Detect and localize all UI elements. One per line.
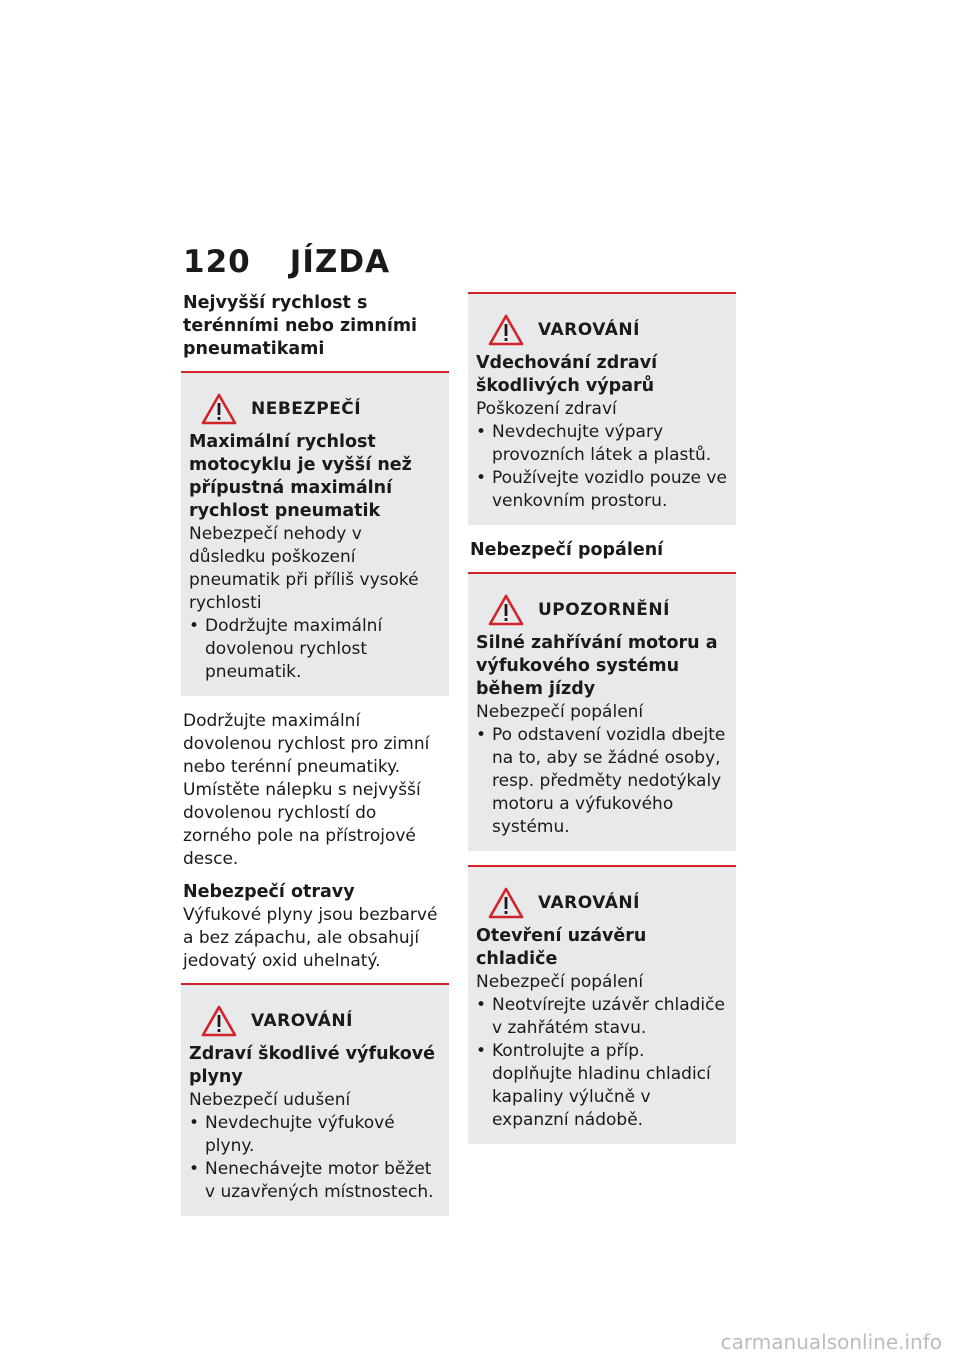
warning-triangle-icon xyxy=(488,314,524,346)
box-head xyxy=(476,594,728,626)
left-column xyxy=(181,292,449,1230)
list-item: • Používejte vozidlo pouze ve venkovním prostoru. xyxy=(476,467,728,513)
box-head xyxy=(189,393,441,425)
warning-triangle-icon xyxy=(488,887,524,919)
box-title: Silné zahřívání motoru a výfukového systému během jízdy xyxy=(476,633,718,699)
list-item: • Neotvírejte uzávěr chladiče v zahřátém stavu. xyxy=(476,994,728,1040)
list-item: • Po odstavení vozidla dbejte na to, aby se žádné osoby, resp. předměty nedotýkaly motoru a výfukového systému. xyxy=(476,724,728,839)
hazard-box-warning xyxy=(468,865,736,1144)
box-title: Maximální rychlost motocyklu je vyšší než přípustná maximální rychlost pneumatik xyxy=(189,432,412,521)
box-text: Poškození zdraví xyxy=(476,399,617,419)
right-column xyxy=(468,292,736,1158)
box-title: Otevření uzávěru chladiče xyxy=(476,926,647,969)
list-item: • Nevdechujte výpary provozních látek a plastů. xyxy=(476,421,728,467)
box-head xyxy=(476,314,728,346)
chapter-title: JÍZDA xyxy=(289,244,391,280)
warning-triangle-icon xyxy=(201,1005,237,1037)
page-header xyxy=(183,244,390,280)
list-item: • Kontrolujte a příp. doplňujte hladinu chladicí kapaliny výlučně v expanzní nádobě. xyxy=(476,1040,728,1132)
warning-triangle-icon xyxy=(488,594,524,626)
paragraph: Výfukové plyny jsou bezbarvé a bez zápachu, ale obsahují jedovatý oxid uhelnatý. xyxy=(183,905,438,971)
list-item: • Nevdechujte výfukové plyny. xyxy=(189,1112,441,1158)
section-title-max-speed: Nejvyšší rychlost s terénními nebo zimními pneumatikami xyxy=(183,293,418,359)
box-text: Nebezpečí popálení xyxy=(476,972,644,992)
section-title-burns: Nebezpečí popálení xyxy=(470,540,664,560)
warning-triangle-icon xyxy=(201,393,237,425)
box-title: Zdraví škodlivé výfukové plyny xyxy=(189,1044,436,1087)
bullet-list xyxy=(189,1112,441,1204)
hazard-box-danger xyxy=(181,371,449,696)
list-item: • Dodržujte maximální dovolenou rychlost pneumatik. xyxy=(189,615,441,684)
bullet-list xyxy=(476,421,728,513)
box-label: VAROVÁNÍ xyxy=(538,320,640,340)
bullet-list xyxy=(476,724,728,839)
section-title-poisoning: Nebezpečí otravy xyxy=(183,882,355,902)
hazard-box-warning xyxy=(181,983,449,1216)
box-label: NEBEZPEČÍ xyxy=(251,399,362,419)
paragraph: Umístěte nálepku s nejvyšší dovolenou rychlostí do zorného pole na přístrojové desce. xyxy=(183,780,421,869)
box-head xyxy=(476,887,728,919)
box-label: UPOZORNĚNÍ xyxy=(538,600,670,620)
box-title: Vdechování zdraví škodlivých výparů xyxy=(476,353,658,396)
hazard-box-warning xyxy=(468,292,736,525)
bullet-list xyxy=(189,615,441,684)
box-label: VAROVÁNÍ xyxy=(538,893,640,913)
page-number: 120 xyxy=(183,244,251,280)
paragraph: Dodržujte maximální dovolenou rychlost pro zimní nebo terénní pneumatiky. xyxy=(183,711,430,777)
bullet-list xyxy=(476,994,728,1132)
list-item: • Nenechávejte motor běžet v uzavřených místnostech. xyxy=(189,1158,441,1204)
box-text: Nebezpečí nehody v důsledku poškození pneumatik při příliš vysoké rychlosti xyxy=(189,524,419,613)
hazard-box-caution xyxy=(468,572,736,851)
box-head xyxy=(189,1005,441,1037)
box-text: Nebezpečí udušení xyxy=(189,1090,351,1110)
box-text: Nebezpečí popálení xyxy=(476,702,644,722)
watermark: carmanualsonline.info xyxy=(720,1330,942,1354)
box-label: VAROVÁNÍ xyxy=(251,1011,353,1031)
